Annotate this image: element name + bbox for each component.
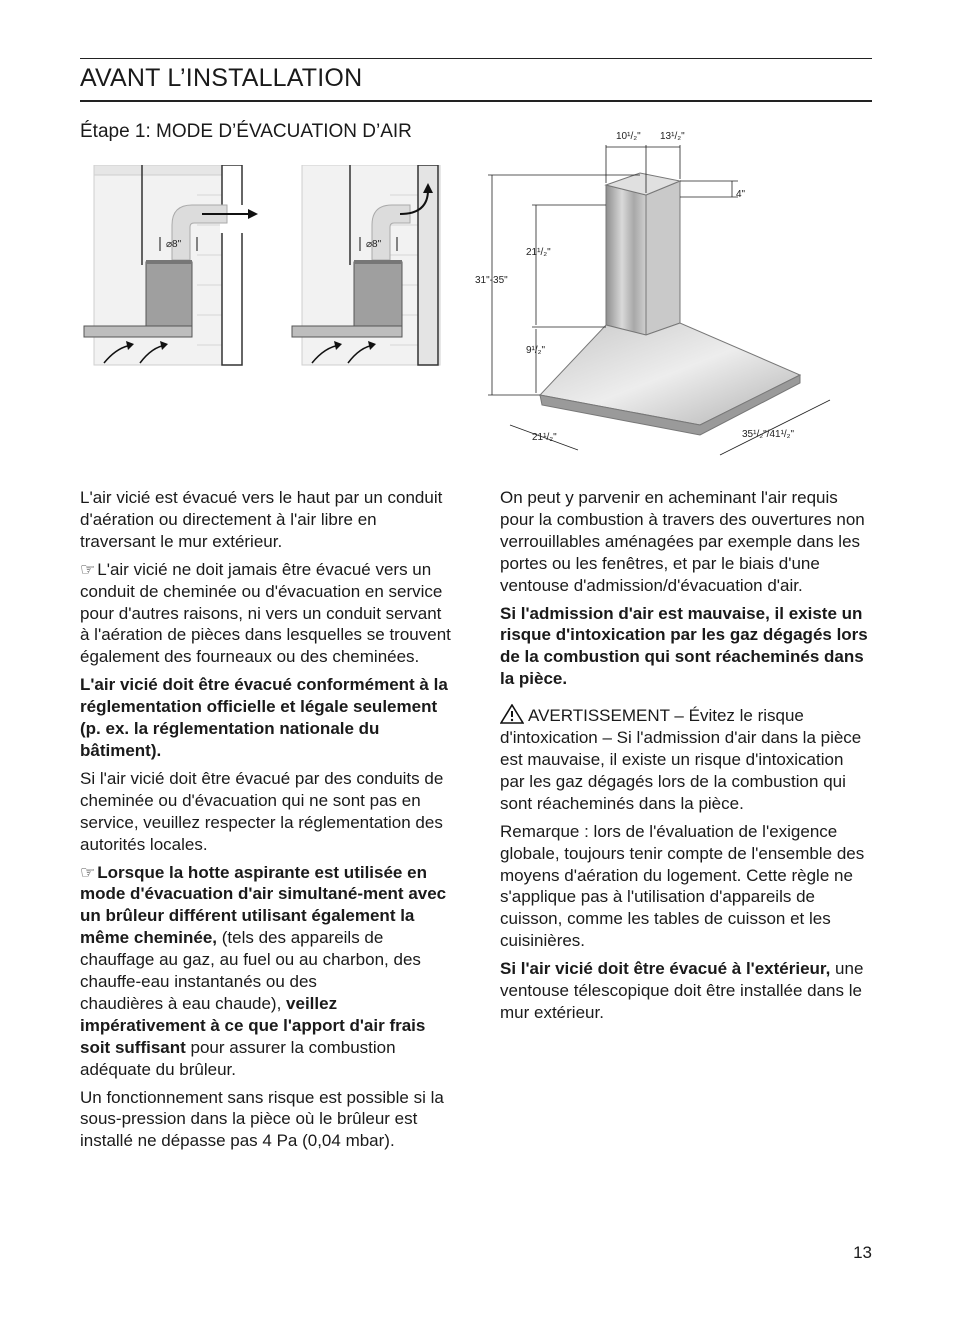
wall [222,165,242,365]
paragraph: Si l'air vicié doit être évacué à l'extérieur, une ventouse télescopique doit être installée dans le mur extérieur. [500,959,864,1022]
dim-hood-height: 9¹/₂" [526,345,546,356]
paragraph-note: ☞ Lorsque la hotte aspirante est utilisée en mode d'évacuation d'air simultané-ment avec un brûleur différent utilisant également la même cheminée, (tels des appareils de chauffage au gaz, au fuel ou au charbon, des chauffe-eau instantanés ou des chaudières à eau chaude), veillez impérativement à ce que l'apport d'air frais soit suffisant pour assurer la combustion adéquate du brûleur. [80,862,447,1079]
counter [292,326,402,337]
pointing-hand-icon: ☞ [80,862,96,882]
dim-hood-depth: 21¹/₂" [532,432,557,443]
paragraph: Si l'air vicié doit être évacué par des conduits de cheminée ou d'évacuation qui ne sont pas en service, veuillez respecter la réglementation des autorités locales. [80,768,444,854]
left-column [80,487,452,1158]
dim-chimney-overlap: 4" [736,189,746,200]
figure-roof-exhaust [290,165,460,370]
paragraph-bold: Si l'admission d'air est mauvaise, il existe un risque d'intoxication par les gaz dégagés lors de la combustion qui sont réacheminés dans la pièce. [500,603,868,689]
page-number: 13 [853,1243,872,1262]
dim-total-height: 31"-35" [475,275,508,286]
section-title: AVANT L’INSTALLATION [80,64,363,92]
dim-depth-top: 10¹/₂" [616,131,641,142]
diameter-label-1: ⌀8" [166,239,182,250]
header-top-rule [80,58,872,59]
diameter-label-2: ⌀8" [366,239,382,250]
dim-chimney-height: 21¹/₂" [526,247,551,258]
hood-body [146,262,192,326]
figure-hood-dimensions [470,125,850,470]
chimney [606,185,646,335]
paragraph: Un fonctionnement sans risque est possible si la sous-pression dans la pièce où le brûleur est installé ne dépasse pas 4 Pa (0,04 mbar). [80,1087,444,1151]
pointing-hand-icon: ☞ [80,559,96,579]
paragraph-bold: L'air vicié doit être évacué conformément à la réglementation officielle et légale seulement (p. ex. la réglementation nationale du bâtiment). [80,675,448,760]
paragraph: Remarque : lors de l'évaluation de l'exigence globale, toujours tenir compte de l'ensemble des moyens d'aération du logement. Cette règle ne s'applique pas à l'utilisation d'appareils de cuisson, comme les tables de cuisson et les cuisinières. [500,821,865,951]
paragraph: On peut y parvenir en acheminant l'air requis pour la combustion à travers des ouvertures non verrouillables aménagées par exemple dans les portes ou les fenêtres, et par le biais d'une ventouse d'admission/d'évacuation d'air. [500,488,865,595]
figure-wall-exhaust [82,165,282,370]
paragraph: L'air vicié est évacué vers le haut par un conduit d'aération ou directement à l'air libre en traversant le mur extérieur. [80,488,443,551]
header-bottom-rule [80,100,872,102]
counter [84,326,192,337]
step-title: Étape 1: MODE D’ÉVACUATION D’AIR [80,121,412,142]
paragraph-note: ☞ L'air vicié ne doit jamais être évacué vers un conduit de cheminée ou d'évacuation en service pour d'autres raisons, ni vers un conduit servant à l'aération de pièces dans lesquelles se trouvent également des fourneaux ou des cheminées. [80,559,451,667]
dim-width-top: 13¹/₂" [660,131,685,142]
dim-hood-width: 35¹/₂"/41¹/₂" [742,429,795,440]
right-column [500,487,872,1030]
hood-body [354,262,402,326]
warning-triangle-icon [500,704,524,724]
warning-paragraph: AVERTISSEMENT – Évitez le risque d'intoxication – Si l'admission d'air dans la pièce est mauvaise, il existe un risque d'intoxication par les gaz dégagés lors de la combustion qui sont réacheminés dans la pièce. [500,706,862,813]
